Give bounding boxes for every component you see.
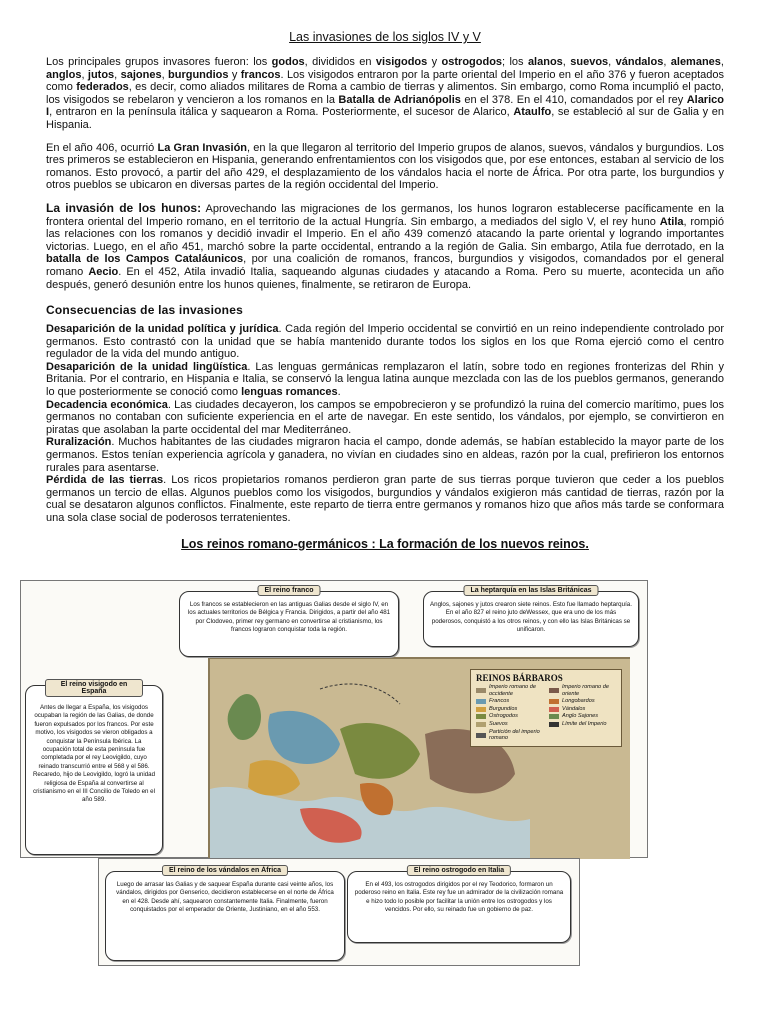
legend-item	[476, 721, 543, 728]
legend-item	[549, 698, 616, 705]
callout-body: Los francos se establecieron en las antiguas Galias desde el siglo IV, en los actuales territorios de Bélgica y Francia. Dirigidos, a partir del año 481 por Clodoveo, primer rey germano en convertirse al cristianismo, los francos lograron conquistar toda la región.	[187, 601, 391, 634]
legend-grid	[471, 684, 621, 742]
callout-reino-vandalos	[105, 867, 345, 961]
callout-reino-ostrogodo	[347, 867, 571, 943]
legend-item	[476, 729, 543, 742]
legend-item	[549, 713, 616, 720]
consecuencia-item: Decadencia económica. Las ciudades decayeron, los campos se empobrecieron y se profundizó la ruina del comercio marítimo, pues los germanos no contaban con suficiente experiencia en el arte de navegar. En este sentido, los vándalos, por ejemplo, se convirtieron en piratas que asolaban la parte occidental del mar Mediterráneo.	[46, 398, 724, 436]
legend-item	[476, 698, 543, 705]
consecuencias-heading: Consecuencias de las invasiones	[46, 303, 243, 318]
legend-swatch	[549, 688, 559, 693]
callout-heptarquia	[423, 587, 639, 647]
map-legend	[470, 669, 622, 747]
hunos-heading: La invasión de los hunos:	[46, 200, 202, 215]
reinos-title: Los reinos romano-germánicos : La formación de los nuevos reinos.	[181, 536, 589, 551]
callout-body: Luego de arrasar las Galias y de saquear España durante casi veinte años, los vándalos, dirigidos por Genserico, decidieron establecerse en el norte de África en el 428. Desde ahí, saquearon constantemente Italia. Finalmente, fueron conquistados por el emperador de Oriente, Justiniano, en el año 553.	[116, 881, 334, 914]
legend-label: Imperio romano de occidente	[489, 684, 536, 697]
legend-label: Burgundios	[489, 705, 518, 712]
legend-label: Suevos	[489, 720, 508, 727]
legend-swatch	[549, 699, 559, 704]
legend-item	[476, 713, 543, 720]
callout-heading: El reino franco	[257, 585, 320, 596]
legend-swatch	[549, 722, 559, 727]
callout-body: Antes de llegar a España, los visigodos ocupaban la región de las Galias, de donde fueron expulsados por los francos. Por este motivo, los visigodos se vieron obligados a conquistar la Península Ibérica. La ocupación total de esta península fue completada por el rey Leovigildo, cuyo reinado transcurrió entre el 568 y el 586. Recaredo, hijo de Leovigildo, logró la unidad religiosa de España al convertirse al cristianismo en el III Concilio de Toledo en el año 589.	[32, 704, 156, 804]
callout-heading: El reino ostrogodo en Italia	[407, 865, 511, 876]
callout-body: En el 493, los ostrogodos dirigidos por el rey Teodorico, formaron un poderoso reino en Italia. Este rey fue un admirador de la civilización romana e hizo todo lo posible por facilitar la unión entre los ostrogodos y los vencidos. Por ello, su reinado fue un gobierno de paz.	[354, 881, 564, 914]
legend-swatch	[549, 714, 559, 719]
legend-swatch	[549, 707, 559, 712]
callout-heading: La heptarquía en las Islas Británicas	[464, 585, 599, 596]
consecuencia-item: Desaparición de la unidad política y jurídica. Cada región del Imperio occidental se convirtió en un reino independiente controlado por germanos. Esto contrastó con la unidad que se había mantenido durante todos los siglos en los que Roma ejerció como el centro regulador de la vida del mundo antiguo.	[46, 323, 724, 361]
legend-item	[476, 706, 543, 713]
legend-item	[476, 684, 543, 697]
callout-body: Anglos, sajones y jutos crearon siete reinos. Esto fue llamado heptarquía. En el año 827 el reino juto deWessex, que era uno de los más poderosos, conquistó a los otros reinos, y con ello las Islas Británicas se unificaron.	[430, 601, 632, 634]
legend-label: Longobardos	[562, 698, 595, 705]
document-page	[46, 30, 724, 559]
legend-label: Anglo Sajones	[562, 713, 599, 720]
legend-title: REINOS BÁRBAROS	[476, 673, 563, 683]
legend-swatch	[476, 733, 486, 738]
legend-swatch	[476, 688, 486, 693]
legend-item	[549, 721, 616, 728]
legend-label: Vándalos	[562, 705, 586, 712]
legend-label: Francos	[489, 698, 510, 705]
page-title: Las invasiones de los siglos IV y V	[289, 30, 481, 44]
legend-swatch	[476, 699, 486, 704]
callout-heading: El reino de los vándalos en África	[162, 865, 288, 876]
callout-reino-franco	[179, 587, 399, 657]
intro-paragraph: Los principales grupos invasores fueron: los godos, divididos en visigodos y ostrogodos; los alanos, suevos, vándalos, alemanes, anglos, jutos, sajones, burgundios y francos. Los visigodos entraron por la parte oriental del Imperio en el año 376 y fueron aceptados como federados, es decir, como aliados militares de Roma a cambio de tierras y alimentos. Sin embargo, como Roma incumplió el pacto, los visigodos se rebelaron y vencieron a los romanos en la Batalla de Adrianópolis en el 378. En el 410, comandados por el rey Alarico I, entraron en la península itálica y saquearon a Roma. Posteriormente, el sucesor de Alarico, Ataulfo, se estableció al sur de Galia y en Hispania.	[46, 56, 724, 131]
europe-map	[208, 657, 630, 859]
legend-swatch	[476, 714, 486, 719]
legend-item	[549, 706, 616, 713]
legend-label: Límite del Imperio	[562, 720, 607, 727]
consecuencia-item: Ruralización. Muchos habitantes de las ciudades migraron hacia el campo, donde además, se habían establecido la mayor parte de los germanos. Estos tenían experiencia agrícola y ganadera, no vivían en ciudades sino en aldeas, razón por la cual, prefirieron los entornos rurales para asentarse.	[46, 436, 724, 474]
legend-label: Partición del imperio romano	[489, 728, 540, 742]
legend-swatch	[476, 722, 486, 727]
hunos-paragraph: La invasión de los hunos: Aprovechando las migraciones de los germanos, los hunos lograron establecerse pacíficamente en la frontera oriental del Imperio romano, en el territorio de la actual Hungría. Sin embargo, a mediados del siglo V, el rey huno Atila, rompió las relaciones con los romanos y decidió invadir el Imperio. En el año 439 comenzó atacando la parte oriental y logrando importantes victorias. Luego, en el año 451, marchó sobre la parte occidental, entrando a la región de Galia. Sin embargo, Atila fue derrotado, en la batalla de los Campos Cataláunicos, por una coalición de romanos, francos, burgundios y visigodos, comandados por el general romano Aecio. En el 452, Atila invadió Italia, saqueando algunas ciudades y atacando a Roma. Pero su muerte, acontecida un año después, generó desunión entre los hunos quienes, finalmente, se retiraron de Europa.	[46, 200, 725, 291]
consecuencia-item: Desaparición de la unidad lingüística. Las lenguas germánicas remplazaron el latín, sobre todo en regiones fronterizas del Rhin y Britania. Por el contrario, en Hispania e Italia, se conservó la lengua latina aunque mezclada con las de los pueblos germanos, generando lo que posteriormente se conoció como lenguas romances.	[46, 360, 724, 399]
map-figure	[20, 580, 648, 858]
legend-item	[549, 684, 616, 697]
callout-heading: El reino visigodo en España	[45, 679, 143, 697]
legend-label: Ostrogodos	[489, 713, 518, 720]
legend-label: Imperio romano de oriente	[562, 684, 609, 697]
consecuencias-list	[46, 323, 724, 525]
consecuencia-item: Pérdida de las tierras. Los ricos propietarios romanos perdieron gran parte de sus tierras porque tuvieron que ceder a los pueblos germanos un tercio de ellas. Algunos pueblos como los visigodos, burgundios y vándalos exigieron más cantidad de tierras, razón por la cual se desataron algunos conflictos. Finalmente, este reparto de tierra entre germanos y romanos hizo que años más tarde se conformara una sola clase social de poderosos terratenientes.	[46, 474, 724, 524]
callout-reino-visigodo	[25, 681, 163, 855]
legend-swatch	[476, 707, 486, 712]
gran-invasion-paragraph: En el año 406, ocurrió La Gran Invasión, en la que llegaron al territorio del Imperio grupos de alanos, suevos, vándalos y burgundios. Los tres primeros se establecieron en Hispania, generando enfrentamientos con los visigodos que, por ese entonces, estaban al servicio de los romanos. Esto provocó, a partir del año 429, el desplazamiento de los vándalos hacia el norte de África. Por otra parte, los burgundios y otros pueblos se ubicaron en diversas partes de la región occidental del Imperio.	[46, 141, 725, 192]
bottom-figure	[98, 858, 580, 966]
